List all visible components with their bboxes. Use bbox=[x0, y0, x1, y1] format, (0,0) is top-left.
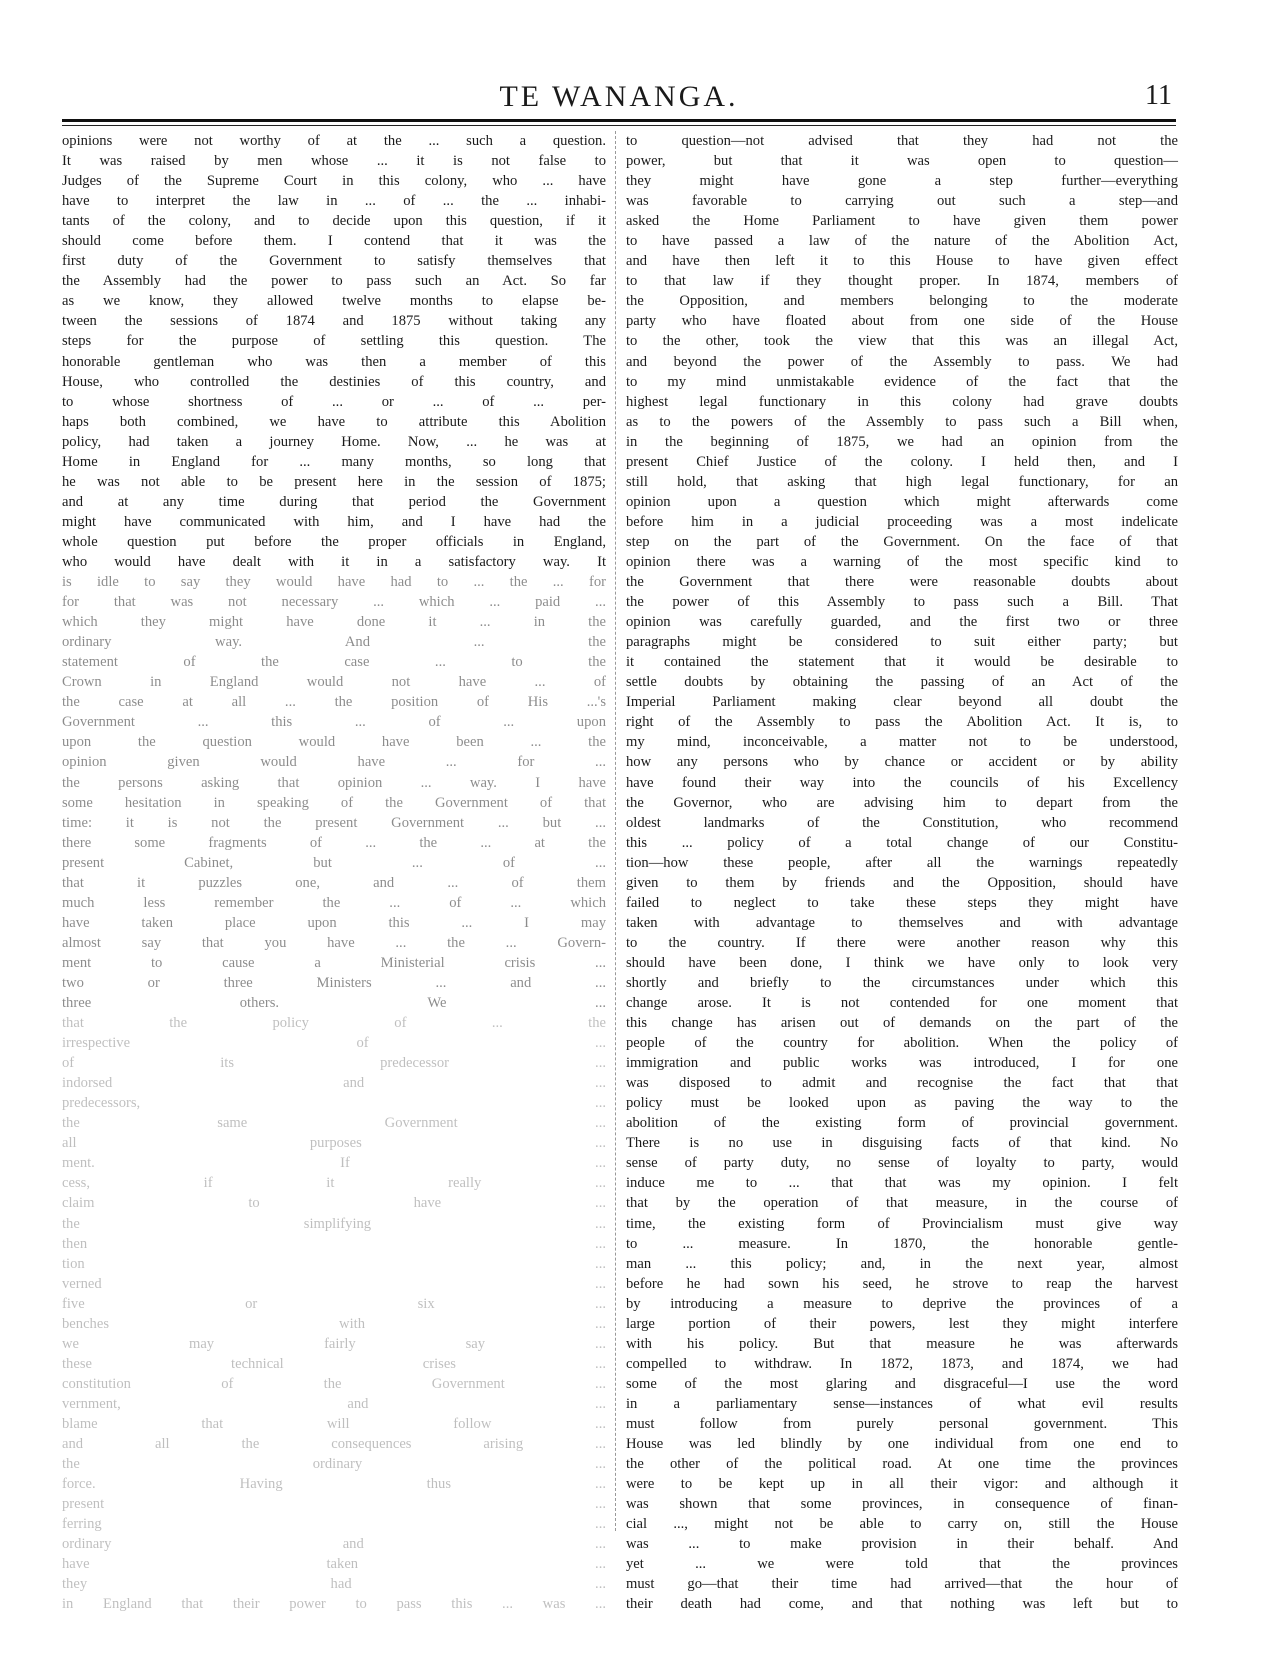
text-line: by introducing a measure to deprive the provinces of a bbox=[626, 1295, 1178, 1312]
text-line: the simplifying ... bbox=[62, 1215, 606, 1232]
text-line: Home in England for ... many months, so long that bbox=[62, 453, 606, 470]
text-line: statement of the case ... to the bbox=[62, 654, 606, 671]
text-line: some hesitation in speaking of the Government of that bbox=[62, 794, 606, 811]
text-line: given to them by friends and the Opposition, should have bbox=[626, 874, 1178, 891]
text-line: steps for the purpose of settling this question. The bbox=[62, 333, 606, 350]
text-line: right of the Assembly to pass the Abolition Act. It is, to bbox=[626, 714, 1178, 731]
text-line: present Chief Justice of the colony. I held then, and I bbox=[626, 453, 1178, 470]
text-line: present Cabinet, but ... of ... bbox=[62, 854, 606, 871]
text-line: as to the powers of the Assembly to pass such a Bill when, bbox=[626, 413, 1178, 430]
text-line: was ... to make provision in their behalf. And bbox=[626, 1536, 1178, 1553]
text-line: House was led blindly by one individual from one end to bbox=[626, 1436, 1178, 1453]
text-line: to my mind unmistakable evidence of the fact that the bbox=[626, 373, 1178, 390]
text-line: policy must be looked upon as paving the way to the bbox=[626, 1095, 1178, 1112]
text-line: opinion upon a question which might afterwards come bbox=[626, 493, 1178, 510]
text-line: five or six ... bbox=[62, 1295, 606, 1312]
text-line: the Government that there were reasonable doubts about bbox=[626, 574, 1178, 591]
text-line: with his policy. But that measure he was afterwards bbox=[626, 1335, 1178, 1352]
text-line: large portion of their powers, lest they might interfere bbox=[626, 1315, 1178, 1332]
text-line: were to be kept up in all their vigor: and although it bbox=[626, 1476, 1178, 1493]
text-line: ment. If ... bbox=[62, 1155, 606, 1172]
text-line: before him in a judicial proceeding was a most indelicate bbox=[626, 513, 1178, 530]
text-line: oldest landmarks of the Constitution, who recommend bbox=[626, 814, 1178, 831]
text-line: the Opposition, and members belonging to the moderate bbox=[626, 293, 1178, 310]
text-line: the same Government ... bbox=[62, 1115, 606, 1132]
text-line: and all the consequences arising ... bbox=[62, 1436, 606, 1453]
text-line: haps both combined, we have to attribute this Abolition bbox=[62, 413, 606, 430]
text-line: Imperial Parliament making clear beyond all doubt the bbox=[626, 694, 1178, 711]
text-line: to whose shortness of ... or ... of ... per- bbox=[62, 393, 606, 410]
text-line: failed to neglect to take these steps they might have bbox=[626, 894, 1178, 911]
text-line: Government ... this ... of ... upon bbox=[62, 714, 606, 731]
text-line: There is no use in disguising facts of that kind. No bbox=[626, 1135, 1178, 1152]
text-line: cial ..., might not be able to carry on, still the House bbox=[626, 1516, 1178, 1533]
text-line: the case at all ... the position of His ...'s bbox=[62, 694, 606, 711]
text-line: Judges of the Supreme Court in this colony, who ... have bbox=[62, 173, 606, 190]
text-line: opinion given would have ... for ... bbox=[62, 754, 606, 771]
text-line: upon the question would have been ... the bbox=[62, 734, 606, 751]
text-line: time, the existing form of Provincialism must give way bbox=[626, 1215, 1178, 1232]
text-line: honorable gentleman who was then a member of this bbox=[62, 353, 606, 370]
text-line: asked the Home Parliament to have given them power bbox=[626, 213, 1178, 230]
text-line: was shown that some provinces, in consequence of finan- bbox=[626, 1496, 1178, 1513]
text-line: was favorable to carrying out such a step—and bbox=[626, 193, 1178, 210]
text-line: whole question put before the proper officials in England, bbox=[62, 533, 606, 550]
page-number: 11 bbox=[1145, 80, 1172, 111]
header-rule-thick bbox=[62, 119, 1176, 122]
text-line: tween the sessions of 1874 and 1875 without taking any bbox=[62, 313, 606, 330]
text-line: man ... this policy; and, in the next year, almost bbox=[626, 1255, 1178, 1272]
text-line: abolition of the existing form of provincial government. bbox=[626, 1115, 1178, 1132]
text-line: power, but that it was open to question— bbox=[626, 153, 1178, 170]
text-line: tants of the colony, and to decide upon this question, if it bbox=[62, 213, 606, 230]
text-line: shortly and briefly to the circumstances under which this bbox=[626, 974, 1178, 991]
text-line: tion ... bbox=[62, 1255, 606, 1272]
text-line: in a parliamentary sense—instances of what evil results bbox=[626, 1395, 1178, 1412]
text-line: paragraphs might be considered to suit either party; but bbox=[626, 634, 1178, 651]
text-line: House, who controlled the destinies of this country, and bbox=[62, 373, 606, 390]
text-line: the Assembly had the power to pass such an Act. So far bbox=[62, 273, 606, 290]
text-line: compelled to withdraw. In 1872, 1873, and 1874, we had bbox=[626, 1355, 1178, 1372]
text-line: as we know, they allowed twelve months to elapse be- bbox=[62, 293, 606, 310]
text-line: this ... policy of a total change of our Constitu- bbox=[626, 834, 1178, 851]
column-divider bbox=[615, 131, 616, 1531]
text-line: irrespective of ... bbox=[62, 1035, 606, 1052]
text-line: how any persons who by chance or accident or by ability bbox=[626, 754, 1178, 771]
text-line: induce me to ... that that was my opinion. I felt bbox=[626, 1175, 1178, 1192]
text-line: two or three Ministers ... and ... bbox=[62, 974, 606, 991]
text-line: settle doubts by obtaining the passing of an Act of the bbox=[626, 674, 1178, 691]
text-line: highest legal functionary in this colony had grave doubts bbox=[626, 393, 1178, 410]
text-line: must go—that their time had arrived—that the hour of bbox=[626, 1576, 1178, 1593]
text-line: my mind, inconceivable, a matter not to be understood, bbox=[626, 734, 1178, 751]
text-line: vernment, and ... bbox=[62, 1395, 606, 1412]
text-line: party who have floated about from one side of the House bbox=[626, 313, 1178, 330]
text-line: It was raised by men whose ... it is not false to bbox=[62, 153, 606, 170]
text-line: it contained the statement that it would be desirable to bbox=[626, 654, 1178, 671]
text-line: for that was not necessary ... which ... paid ... bbox=[62, 594, 606, 611]
text-line: we may fairly say ... bbox=[62, 1335, 606, 1352]
text-line: of its predecessor ... bbox=[62, 1055, 606, 1072]
text-line: immigration and public works was introduced, I for one bbox=[626, 1055, 1178, 1072]
left-text-column bbox=[62, 131, 606, 1613]
text-line: blame that will follow ... bbox=[62, 1416, 606, 1432]
text-line: the persons asking that opinion ... way. I have bbox=[62, 774, 606, 791]
text-line: and have then left it to this House to have given effect bbox=[626, 253, 1178, 270]
text-line: cess, if it really ... bbox=[62, 1175, 606, 1192]
header-rule-thin bbox=[62, 125, 1176, 126]
text-line: change arose. It is not contended for one moment that bbox=[626, 995, 1178, 1012]
text-line: that the policy of ... the bbox=[62, 1015, 606, 1032]
text-line: these technical crises ... bbox=[62, 1355, 606, 1372]
text-line: people of the country for abolition. When the policy of bbox=[626, 1035, 1178, 1052]
text-line: the Governor, who are advising him to depart from the bbox=[626, 794, 1178, 811]
text-line: to the country. If there were another reason why this bbox=[626, 934, 1178, 951]
text-line: step on the part of the Government. On the face of that bbox=[626, 533, 1178, 550]
text-line: opinion was carefully guarded, and the first two or three bbox=[626, 614, 1178, 631]
text-line: before he had sown his seed, he strove to reap the harvest bbox=[626, 1275, 1178, 1292]
text-line: all purposes ... bbox=[62, 1135, 606, 1152]
text-line: still hold, that asking that high legal functionary, for an bbox=[626, 473, 1178, 490]
text-line: must follow from purely personal government. This bbox=[626, 1416, 1178, 1432]
text-line: opinion there was a warning of the most specific kind to bbox=[626, 553, 1178, 570]
text-line: yet ... we were told that the provinces bbox=[626, 1556, 1178, 1573]
text-line: predecessors, ... bbox=[62, 1095, 606, 1112]
text-line: and beyond the power of the Assembly to pass. We had bbox=[626, 353, 1178, 370]
text-line: present ... bbox=[62, 1496, 606, 1513]
text-line: benches with ... bbox=[62, 1315, 606, 1332]
text-line: ferring ... bbox=[62, 1516, 606, 1533]
text-line: to that law if they thought proper. In 1874, members of bbox=[626, 273, 1178, 290]
text-line: in England that their power to pass this ... was ... bbox=[62, 1596, 606, 1613]
text-line: much less remember the ... of ... which bbox=[62, 894, 606, 911]
text-line: who would have dealt with it in a satisfactory way. It bbox=[62, 553, 606, 570]
text-line: three others. We ... bbox=[62, 995, 606, 1012]
text-line: should have been done, I think we have only to look very bbox=[626, 954, 1178, 971]
text-line: sense of party duty, no sense of loyalty to party, would bbox=[626, 1155, 1178, 1172]
text-line: tion—how these people, after all the warnings repeatedly bbox=[626, 854, 1178, 871]
text-line: there some fragments of ... the ... at the bbox=[62, 834, 606, 851]
right-text-column bbox=[626, 131, 1178, 1613]
text-line: time: it is not the present Government ... but ... bbox=[62, 814, 606, 831]
text-line: policy, had taken a journey Home. Now, ... he was at bbox=[62, 433, 606, 450]
text-line: should come before them. I contend that it was the bbox=[62, 233, 606, 250]
text-line: they had ... bbox=[62, 1576, 606, 1593]
text-line: have to interpret the law in ... of ... the ... inhabi- bbox=[62, 193, 606, 210]
text-line: have taken ... bbox=[62, 1556, 606, 1573]
text-line: their death had come, and that nothing was left but to bbox=[626, 1596, 1178, 1613]
text-line: the power of this Assembly to pass such a Bill. That bbox=[626, 594, 1178, 611]
text-line: force. Having thus ... bbox=[62, 1476, 606, 1493]
text-line: and at any time during that period the Government bbox=[62, 493, 606, 510]
text-line: ordinary and ... bbox=[62, 1536, 606, 1553]
text-line: opinions were not worthy of at the ... such a question. bbox=[62, 133, 606, 149]
page-header bbox=[62, 76, 1176, 116]
text-line: to have passed a law of the nature of the Abolition Act, bbox=[626, 233, 1178, 250]
text-line: to ... measure. In 1870, the honorable gentle- bbox=[626, 1235, 1178, 1252]
text-line: which they might have done it ... in the bbox=[62, 614, 606, 631]
text-line: ordinary way. And ... the bbox=[62, 634, 606, 651]
text-line: this change has arisen out of demands on the part of the bbox=[626, 1015, 1178, 1032]
text-line: they might have gone a step further—everything bbox=[626, 173, 1178, 190]
text-line: might have communicated with him, and I have had the bbox=[62, 513, 606, 530]
text-line: in the beginning of 1875, we had an opinion from the bbox=[626, 433, 1178, 450]
text-line: first duty of the Government to satisfy themselves that bbox=[62, 253, 606, 270]
text-line: to question—not advised that they had not the bbox=[626, 133, 1178, 149]
text-line: have found their way into the councils of his Excellency bbox=[626, 774, 1178, 791]
text-line: have taken place upon this ... I may bbox=[62, 914, 606, 931]
text-line: the other of the political road. At one time the provinces bbox=[626, 1456, 1178, 1473]
text-line: claim to have ... bbox=[62, 1195, 606, 1212]
text-line: is idle to say they would have had to ... the ... for bbox=[62, 574, 606, 591]
text-line: some of the most glaring and disgraceful—I use the word bbox=[626, 1375, 1178, 1392]
text-line: that by the operation of that measure, in the course of bbox=[626, 1195, 1178, 1212]
text-line: the ordinary ... bbox=[62, 1456, 606, 1473]
text-line: to the other, took the view that this was an illegal Act, bbox=[626, 333, 1178, 350]
text-line: indorsed and ... bbox=[62, 1075, 606, 1092]
text-line: verned ... bbox=[62, 1275, 606, 1292]
text-line: then ... bbox=[62, 1235, 606, 1252]
text-line: was disposed to admit and recognise the fact that that bbox=[626, 1075, 1178, 1092]
text-line: ment to cause a Ministerial crisis ... bbox=[62, 954, 606, 971]
text-line: he was not able to be present here in the session of 1875; bbox=[62, 473, 606, 490]
text-line: constitution of the Government ... bbox=[62, 1375, 606, 1392]
text-line: taken with advantage to themselves and with advantage bbox=[626, 914, 1178, 931]
page-title: TE WANANGA. bbox=[499, 80, 739, 113]
text-line: that it puzzles one, and ... of them bbox=[62, 874, 606, 891]
text-line: almost say that you have ... the ... Govern- bbox=[62, 934, 606, 951]
text-line: Crown in England would not have ... of bbox=[62, 674, 606, 691]
